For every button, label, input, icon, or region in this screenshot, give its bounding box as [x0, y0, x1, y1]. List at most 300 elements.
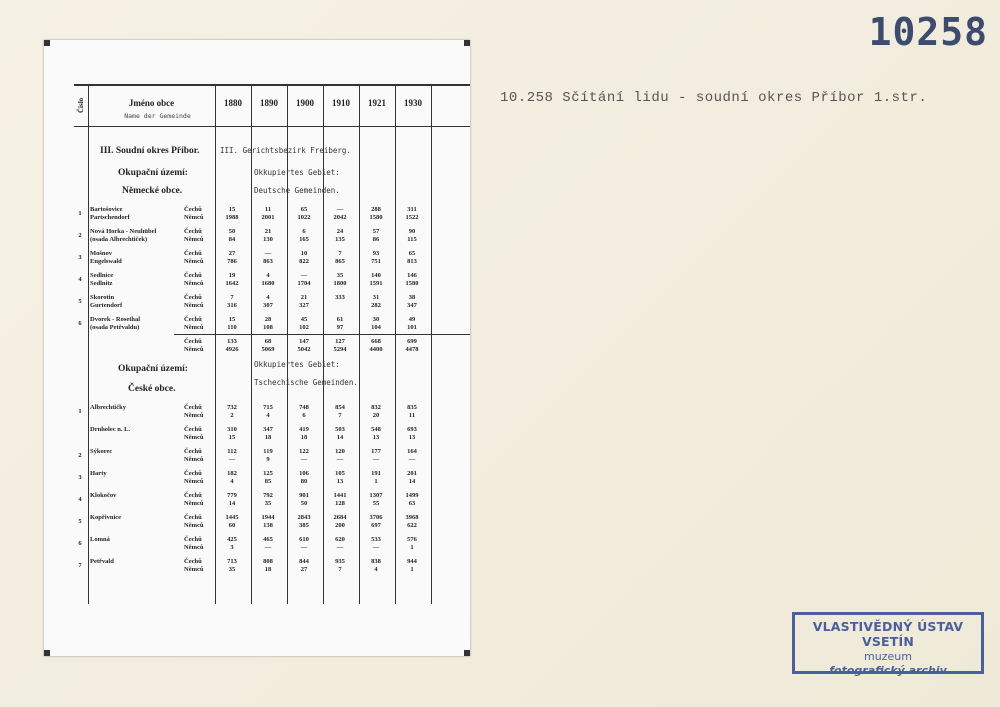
population-cell — [251, 272, 285, 288]
german-count: — — [372, 456, 380, 463]
municipality-name-cz: Lomná — [90, 536, 110, 543]
czech-count: 2684 — [333, 514, 347, 521]
population-cell — [287, 426, 321, 442]
german-count: 4 — [230, 478, 234, 485]
museum-stamp — [792, 612, 984, 677]
year-header: 1921 — [368, 98, 386, 108]
german-count: 5069 — [261, 346, 275, 353]
czech-count: 24 — [336, 228, 344, 235]
population-cell — [251, 250, 285, 266]
municipality-name-cz: Dvorek - Rosethal — [90, 316, 141, 323]
table-row — [74, 338, 470, 360]
german-count: — — [408, 456, 416, 463]
czech-count: 808 — [263, 558, 273, 565]
german-count: 5294 — [333, 346, 347, 353]
czech-count: 3706 — [369, 514, 383, 521]
german-count: 4 — [374, 566, 378, 573]
population-cell — [251, 536, 285, 552]
corner-mount — [464, 650, 470, 656]
czech-count: 715 — [263, 404, 273, 411]
stamp-line-2: muzeum — [864, 650, 912, 663]
german-count: 200 — [335, 522, 345, 529]
label-german: Němců — [184, 346, 204, 353]
population-cell — [215, 338, 249, 354]
table-row — [74, 492, 470, 514]
population-cell — [287, 250, 321, 266]
population-cell — [215, 404, 249, 420]
label-czech: Čechů — [184, 404, 202, 411]
occupied-heading: Okupační území: — [118, 364, 188, 374]
czech-count: 120 — [335, 448, 345, 455]
german-count: 1680 — [261, 280, 275, 287]
czech-count: 7 — [338, 250, 342, 257]
label-czech: Čechů — [184, 470, 202, 477]
german-count: — — [372, 544, 380, 551]
row-number: 2 — [78, 452, 82, 459]
label-czech: Čechů — [184, 206, 202, 213]
czech-count: 38 — [408, 294, 416, 301]
population-cell — [359, 316, 393, 332]
german-count: 84 — [228, 236, 236, 243]
population-cell — [251, 558, 285, 574]
municipality-name — [90, 404, 190, 412]
population-cell — [359, 206, 393, 222]
czech-count: 182 — [227, 470, 237, 477]
language-labels — [184, 514, 204, 530]
czech-count: 425 — [227, 536, 237, 543]
german-count: 14 — [408, 478, 416, 485]
german-count: 104 — [371, 324, 381, 331]
municipality-name — [90, 536, 190, 544]
row-number: 5 — [78, 518, 82, 525]
label-german: Němců — [184, 456, 204, 463]
municipality-name-de: Sedlnitz — [90, 280, 113, 287]
population-cell — [287, 514, 321, 530]
german-count: 115 — [407, 236, 417, 243]
population-cell — [215, 294, 249, 310]
municipality-name-cz: Petřvald — [90, 558, 114, 565]
german-count: — — [228, 456, 236, 463]
population-cell — [359, 492, 393, 508]
label-german: Němců — [184, 478, 204, 485]
section-title-typed: III. Gerichtsbezirk Freiberg. — [220, 146, 351, 155]
german-count: 27 — [300, 566, 308, 573]
population-cell — [395, 294, 429, 310]
german-count: 110 — [227, 324, 237, 331]
czech-count: 693 — [407, 426, 417, 433]
corner-mount — [44, 40, 50, 46]
population-cell — [359, 426, 393, 442]
population-cell — [215, 558, 249, 574]
czech-count: 93 — [372, 250, 380, 257]
german-count: 130 — [263, 236, 273, 243]
label-czech: Čechů — [184, 536, 202, 543]
population-cell — [359, 228, 393, 244]
german-count: 20 — [372, 412, 380, 419]
population-cell — [359, 338, 393, 354]
header-rule — [74, 126, 470, 127]
label-german: Němců — [184, 522, 204, 529]
language-labels — [184, 558, 204, 574]
population-cell — [251, 404, 285, 420]
label-german: Němců — [184, 566, 204, 573]
czech-count: 503 — [335, 426, 345, 433]
czech-count: 2843 — [297, 514, 311, 521]
census-table — [74, 84, 470, 604]
population-cell — [215, 492, 249, 508]
czech-count: 45 — [300, 316, 308, 323]
population-cell — [323, 294, 357, 302]
czech-count: 61 — [336, 316, 344, 323]
czech-count: 792 — [263, 492, 273, 499]
czech-count: 125 — [263, 470, 273, 477]
czech-count: 944 — [407, 558, 417, 565]
table-top-rule — [74, 84, 470, 86]
czech-count: 112 — [227, 448, 237, 455]
czech-count: 7 — [230, 294, 234, 301]
label-german: Němců — [184, 324, 204, 331]
czech-count: 732 — [227, 404, 237, 411]
german-count: 102 — [299, 324, 309, 331]
population-cell — [251, 514, 285, 530]
table-row — [74, 426, 470, 448]
german-count: 347 — [407, 302, 417, 309]
german-count: 128 — [335, 500, 345, 507]
municipality-name-cz: Harty — [90, 470, 107, 477]
german-count: 1591 — [369, 280, 383, 287]
population-cell — [323, 448, 357, 464]
czech-count: 164 — [407, 448, 417, 455]
population-cell — [395, 514, 429, 530]
czech-count: 11 — [264, 206, 272, 213]
german-count: 307 — [263, 302, 273, 309]
population-cell — [323, 250, 357, 266]
czech-count: 27 — [228, 250, 236, 257]
czech-count: 4 — [266, 272, 270, 279]
label-czech: Čechů — [184, 228, 202, 235]
german-count: 13 — [372, 434, 380, 441]
population-cell — [323, 338, 357, 354]
german-count: 15 — [228, 434, 236, 441]
german-count: 14 — [336, 434, 344, 441]
czech-count: 15 — [228, 316, 236, 323]
population-cell — [323, 228, 357, 244]
population-cell — [287, 206, 321, 222]
table-row — [74, 514, 470, 536]
german-count: 6 — [302, 412, 306, 419]
population-cell — [323, 492, 357, 508]
german-count: 9 — [266, 456, 270, 463]
municipality-name-cz: Albrechtičky — [90, 404, 126, 411]
population-cell — [395, 404, 429, 420]
german-count: — — [264, 544, 272, 551]
population-cell — [215, 206, 249, 222]
municipality-name-cz: Bartošovice — [90, 206, 123, 213]
row-number: 1 — [78, 408, 82, 415]
german-count: 1 — [410, 566, 414, 573]
municipality-name — [90, 470, 190, 478]
german-count: 50 — [300, 500, 308, 507]
label-german: Němců — [184, 214, 204, 221]
table-row — [74, 250, 470, 272]
czech-count: 935 — [335, 558, 345, 565]
language-labels — [184, 448, 204, 464]
german-count: 4 — [266, 412, 270, 419]
german-count: 13 — [336, 478, 344, 485]
row-number: 2 — [78, 232, 82, 239]
year-header: 1900 — [296, 98, 314, 108]
population-cell — [215, 514, 249, 530]
population-cell — [251, 470, 285, 486]
population-cell — [323, 404, 357, 420]
czech-count: 3968 — [405, 514, 419, 521]
col-name-header: Jméno obce — [128, 98, 175, 108]
language-labels — [184, 272, 204, 288]
photograph — [44, 40, 470, 656]
label-czech: Čechů — [184, 250, 202, 257]
czech-count: 1944 — [261, 514, 275, 521]
archive-number: 10258 — [868, 10, 988, 54]
czech-count: 779 — [227, 492, 237, 499]
year-header: 1880 — [224, 98, 242, 108]
population-cell — [395, 470, 429, 486]
german-count: 1 — [410, 544, 414, 551]
municipality-name — [90, 448, 190, 456]
german-count: 1988 — [225, 214, 239, 221]
german-count: 18 — [264, 434, 272, 441]
czech-count: 65 — [300, 206, 308, 213]
czech-count: 15 — [228, 206, 236, 213]
stamp-line-1: VLASTIVĚDNÝ ÚSTAV VSETÍN — [812, 619, 964, 649]
czech-count: 347 — [263, 426, 273, 433]
language-labels — [184, 228, 204, 244]
german-count: 85 — [264, 478, 272, 485]
german-count: 385 — [299, 522, 309, 529]
label-german: Němců — [184, 258, 204, 265]
german-count: 316 — [227, 302, 237, 309]
czech-count: 119 — [263, 448, 273, 455]
municipality-name-de: (osada Albrechtiček) — [90, 236, 148, 243]
group-heading: Německé obce. — [122, 186, 183, 196]
population-cell — [251, 206, 285, 222]
table-row — [74, 536, 470, 558]
population-cell — [395, 272, 429, 288]
language-labels — [184, 536, 204, 552]
german-count: 1022 — [297, 214, 311, 221]
german-count: 138 — [263, 522, 273, 529]
german-count: 282 — [371, 302, 381, 309]
population-cell — [251, 426, 285, 442]
german-count: 5042 — [297, 346, 311, 353]
row-number: 6 — [78, 540, 82, 547]
label-czech: Čechů — [184, 426, 202, 433]
czech-count: 668 — [371, 338, 381, 345]
czech-count: 65 — [408, 250, 416, 257]
czech-count: 49 — [408, 316, 416, 323]
table-row — [74, 404, 470, 426]
czech-count: 6 — [302, 228, 306, 235]
czech-count: 748 — [299, 404, 309, 411]
german-count: 863 — [263, 258, 273, 265]
czech-count: 50 — [228, 228, 236, 235]
czech-count: 844 — [299, 558, 309, 565]
row-number: 1 — [78, 210, 82, 217]
population-cell — [287, 272, 321, 288]
czech-count: 177 — [371, 448, 381, 455]
population-cell — [395, 448, 429, 464]
czech-count: 122 — [299, 448, 309, 455]
german-count: 4400 — [369, 346, 383, 353]
german-count: 4478 — [405, 346, 419, 353]
label-german: Němců — [184, 236, 204, 243]
german-count: 14 — [228, 500, 236, 507]
population-cell — [395, 206, 429, 222]
german-count: — — [300, 456, 308, 463]
municipality-name — [90, 514, 190, 522]
occupied-heading-typed: Okkupiertes Gebiet: — [254, 168, 340, 177]
municipality-name-cz: Kopřivnice — [90, 514, 122, 521]
czech-count: 854 — [335, 404, 345, 411]
population-cell — [215, 250, 249, 266]
language-labels — [184, 206, 204, 222]
czech-count: 57 — [372, 228, 380, 235]
czech-count: 548 — [371, 426, 381, 433]
czech-count: 105 — [335, 470, 345, 477]
czech-count: 699 — [407, 338, 417, 345]
row-number: 3 — [78, 474, 82, 481]
german-count: — — [336, 544, 344, 551]
occupied-heading: Okupační území: — [118, 168, 188, 178]
population-cell — [287, 448, 321, 464]
label-german: Němců — [184, 412, 204, 419]
label-german: Němců — [184, 280, 204, 287]
german-count: 813 — [407, 258, 417, 265]
population-cell — [323, 316, 357, 332]
year-header: 1910 — [332, 98, 350, 108]
german-count: 1580 — [369, 214, 383, 221]
czech-count: 191 — [371, 470, 381, 477]
label-czech: Čechů — [184, 294, 202, 301]
czech-count: 106 — [299, 470, 309, 477]
german-count: 751 — [371, 258, 381, 265]
czech-count: 90 — [408, 228, 416, 235]
german-count: 80 — [300, 478, 308, 485]
czech-count: 533 — [371, 536, 381, 543]
czech-count: 4 — [266, 294, 270, 301]
population-cell — [251, 316, 285, 332]
czech-count: 901 — [299, 492, 309, 499]
language-labels — [184, 470, 204, 486]
population-cell — [215, 426, 249, 442]
czech-count: 30 — [372, 316, 380, 323]
population-cell — [287, 492, 321, 508]
czech-count: 133 — [227, 338, 237, 345]
german-count: 135 — [335, 236, 345, 243]
german-count: 4926 — [225, 346, 239, 353]
municipality-name-cz: Klokočov — [90, 492, 117, 499]
row-number: 6 — [78, 320, 82, 327]
corner-mount — [44, 650, 50, 656]
population-cell — [323, 536, 357, 552]
municipality-name — [90, 492, 190, 500]
czech-count: 311 — [407, 206, 417, 213]
german-count: 18 — [264, 566, 272, 573]
language-labels — [184, 426, 204, 442]
municipality-name — [90, 272, 190, 288]
language-labels — [184, 492, 204, 508]
population-cell — [359, 514, 393, 530]
german-count: 165 — [299, 236, 309, 243]
population-cell — [323, 206, 357, 222]
czech-count: 419 — [299, 426, 309, 433]
typed-caption: 10.258 Sčítání lidu - soudní okres Příbor 1.str. — [500, 90, 928, 106]
municipality-name — [90, 316, 190, 332]
german-count: 2042 — [333, 214, 347, 221]
label-czech: Čechů — [184, 272, 202, 279]
czech-count: 832 — [371, 404, 381, 411]
population-cell — [359, 470, 393, 486]
municipality-name-cz: Nová Horka - Neuhübel — [90, 228, 157, 235]
czech-count: — — [336, 206, 344, 213]
population-cell — [395, 426, 429, 442]
table-row — [74, 272, 470, 294]
german-count: 1800 — [333, 280, 347, 287]
group-heading: České obce. — [128, 384, 176, 394]
table-row — [74, 206, 470, 228]
table-row — [74, 558, 470, 580]
table-row — [74, 448, 470, 470]
population-cell — [395, 558, 429, 574]
language-labels — [184, 338, 204, 354]
label-czech: Čechů — [184, 492, 202, 499]
german-count: — — [300, 544, 308, 551]
population-cell — [395, 338, 429, 354]
population-cell — [251, 228, 285, 244]
stamp-line-3: fotografický archiv — [829, 664, 947, 677]
german-count: 97 — [336, 324, 344, 331]
municipality-name-de: Gurtendorf — [90, 302, 123, 309]
table-row — [74, 228, 470, 250]
population-cell — [359, 294, 393, 310]
municipality-name-cz: Sedlnice — [90, 272, 114, 279]
german-count: 63 — [408, 500, 416, 507]
population-cell — [359, 448, 393, 464]
population-cell — [287, 536, 321, 552]
row-number: 7 — [78, 562, 82, 569]
czech-count: 1307 — [369, 492, 383, 499]
population-cell — [251, 338, 285, 354]
czech-count: 1441 — [333, 492, 347, 499]
col-name-header-de: Name der Gemeinde — [124, 112, 191, 120]
municipality-name — [90, 426, 190, 434]
german-count: 13 — [408, 434, 416, 441]
german-count: 86 — [372, 236, 380, 243]
group-heading-typed: Tschechische Gemeinden. — [254, 378, 358, 387]
czech-count: 201 — [407, 470, 417, 477]
col-number-header: Číslo — [77, 97, 85, 113]
table-row — [74, 294, 470, 316]
table-row — [74, 316, 470, 338]
population-cell — [359, 558, 393, 574]
population-cell — [323, 514, 357, 530]
czech-count: 835 — [407, 404, 417, 411]
german-count: 7 — [338, 412, 342, 419]
municipality-name-cz: Sýkorec — [90, 448, 113, 455]
row-number: 4 — [78, 496, 82, 503]
row-number: 4 — [78, 276, 82, 283]
population-cell — [215, 448, 249, 464]
municipality-name-cz: Mošnov — [90, 250, 113, 257]
